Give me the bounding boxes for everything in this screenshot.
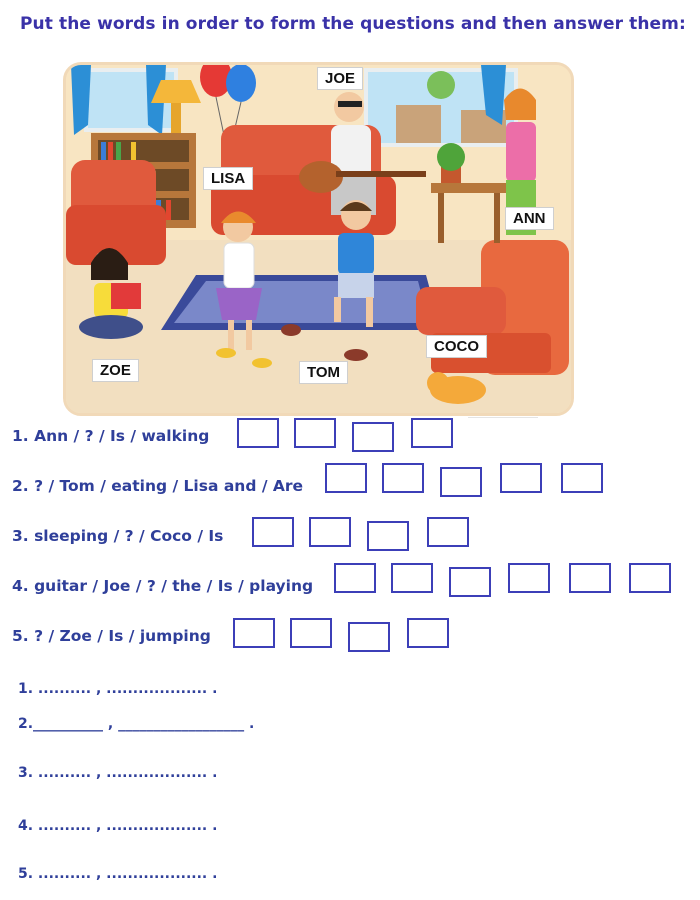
word-box[interactable] — [411, 418, 453, 448]
word-box[interactable] — [629, 563, 671, 593]
word-box[interactable] — [352, 422, 394, 452]
word-box[interactable] — [569, 563, 611, 593]
exercise-2-answer-boxes — [325, 463, 610, 503]
answer-line-4[interactable]: 4. .......... , ................... . — [18, 818, 218, 834]
word-box[interactable] — [407, 618, 449, 648]
word-box[interactable] — [427, 517, 469, 547]
label-coco: COCO — [426, 335, 487, 358]
word-box[interactable] — [290, 618, 332, 648]
exercise-3-prompt: 3. sleeping / ? / Coco / Is — [12, 527, 224, 545]
word-box[interactable] — [500, 463, 542, 493]
word-box[interactable] — [325, 463, 367, 493]
answer-line-1[interactable]: 1. .......... , ................... . — [18, 681, 218, 697]
label-joe: JOE — [317, 67, 363, 90]
word-box[interactable] — [348, 622, 390, 652]
word-box[interactable] — [391, 563, 433, 593]
answer-line-3[interactable]: 3. .......... , ................... . — [18, 765, 218, 781]
label-tom: TOM — [299, 361, 348, 384]
word-box[interactable] — [309, 517, 351, 547]
answer-line-2[interactable]: 2.__________ , __________________ . — [18, 716, 255, 732]
word-box[interactable] — [252, 517, 294, 547]
label-ann: ANN — [505, 207, 554, 230]
word-box[interactable] — [440, 467, 482, 497]
exercise-4-answer-boxes — [334, 563, 679, 603]
label-lisa: LISA — [203, 167, 253, 190]
living-room-illustration — [63, 62, 574, 416]
separator — [468, 417, 538, 418]
word-box[interactable] — [233, 618, 275, 648]
word-box[interactable] — [237, 418, 279, 448]
exercise-3-answer-boxes — [252, 517, 477, 557]
worksheet-title: Put the words in order to form the questions and then answer them: — [20, 14, 686, 34]
exercise-4-prompt: 4. guitar / Joe / ? / the / Is / playing — [12, 577, 314, 595]
exercise-5-prompt: 5. ? / Zoe / Is / jumping — [12, 627, 211, 645]
word-box[interactable] — [561, 463, 603, 493]
answer-line-5[interactable]: 5. .......... , ................... . — [18, 866, 218, 882]
word-box[interactable] — [367, 521, 409, 551]
exercise-2-prompt: 2. ? / Tom / eating / Lisa and / Are — [12, 477, 304, 495]
word-box[interactable] — [294, 418, 336, 448]
word-box[interactable] — [382, 463, 424, 493]
word-box[interactable] — [334, 563, 376, 593]
label-zoe: ZOE — [92, 359, 139, 382]
word-box[interactable] — [508, 563, 550, 593]
exercise-5-answer-boxes — [233, 618, 458, 658]
word-box[interactable] — [449, 567, 491, 597]
exercise-1-prompt: 1. Ann / ? / Is / walking — [12, 427, 210, 445]
exercise-1-answer-boxes — [237, 418, 457, 458]
